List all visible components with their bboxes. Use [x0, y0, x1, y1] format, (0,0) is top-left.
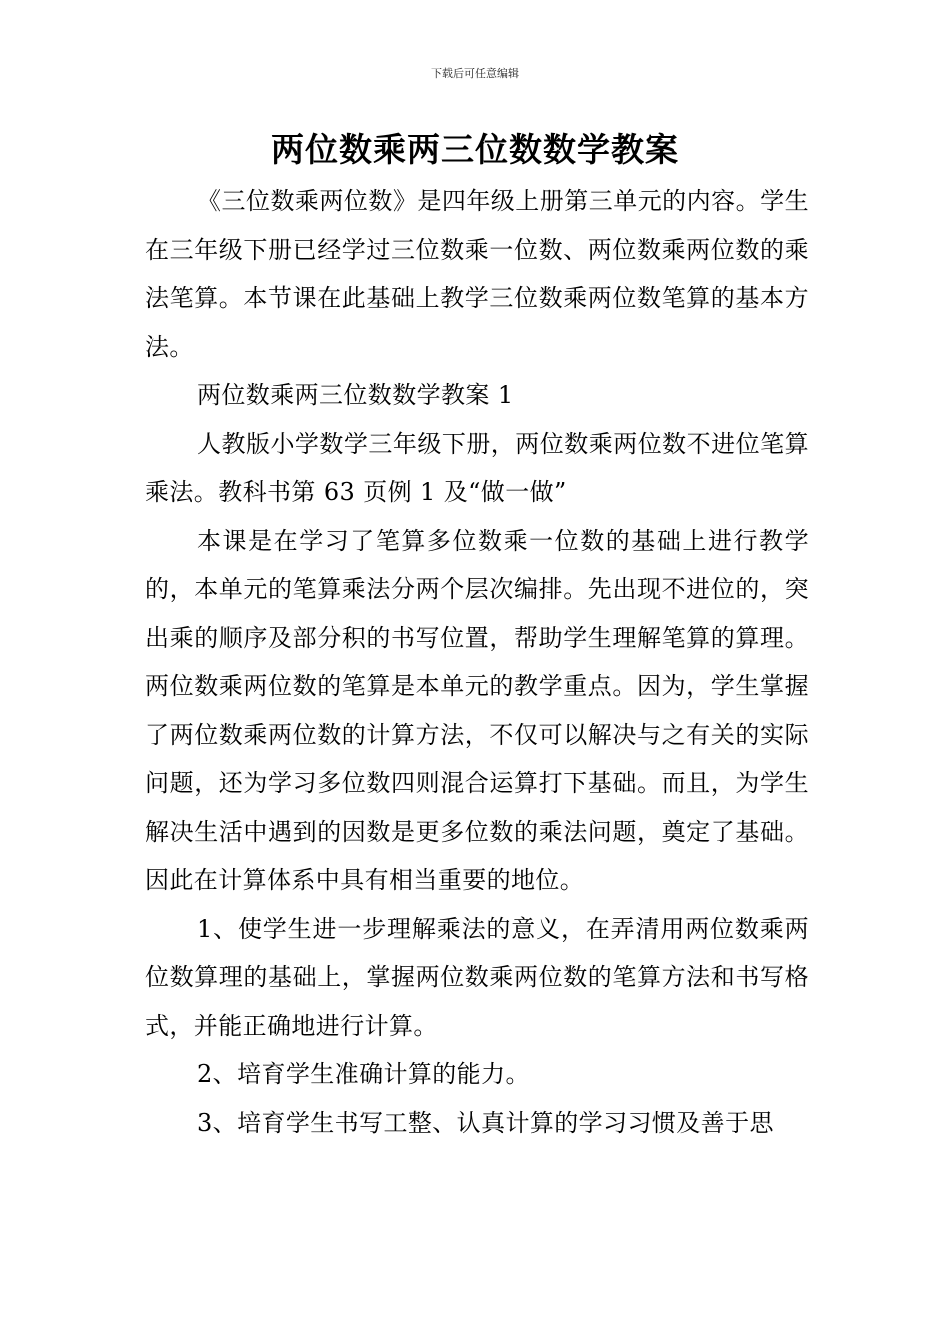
paragraph-textbook-reference: 人教版小学数学三年级下册，两位数乘两位数不进位笔算乘法。教科书第 63 页例 1 及“做一做”: [145, 429, 809, 506]
paragraph-objective-1: 1、使学生进一步理解乘法的意义，在弄清用两位数乘两位数算理的基础上，掌握两位数乘两位数的笔算方法和书写格式，并能正确地进行计算。: [145, 914, 809, 1040]
paragraph-objective-2: 2、培育学生准确计算的能力。: [197, 1060, 530, 1088]
paragraph-objective-3: 3、培育学生书写工整、认真计算的学习习惯及善于思: [197, 1108, 774, 1137]
document-body: [145, 177, 809, 1147]
document-title: 两位数乘两三位数数学教案: [271, 130, 679, 169]
paragraph-section-heading: 两位数乘两三位数数学教案 1: [197, 381, 514, 409]
paragraph-lesson-analysis: 本课是在学习了笔算多位数乘一位数的基础上进行教学的，本单元的笔算乘法分两个层次编排。先出现不进位的，突出乘的顺序及部分积的书写位置，帮助学生理解笔算的算理。两位数乘两位数的笔算是本单元的教学重点。因为，学生掌握了两位数乘两位数的计算方法，不仅可以解决与之有关的实际问题，还为学习多位数四则混合运算打下基础。而且，为学生解决生活中遇到的因数是更多位数的乘法问题，奠定了基础。因此在计算体系中具有相当重要的地位。: [145, 526, 809, 894]
paragraph-intro: 《三位数乘两位数》是四年级上册第三单元的内容。学生在三年级下册已经学过三位数乘一位数、两位数乘两位数的乘法笔算。本节课在此基础上教学三位数乘两位数笔算的基本方法。: [145, 187, 809, 361]
header-note: 下载后可任意编辑: [431, 67, 519, 80]
